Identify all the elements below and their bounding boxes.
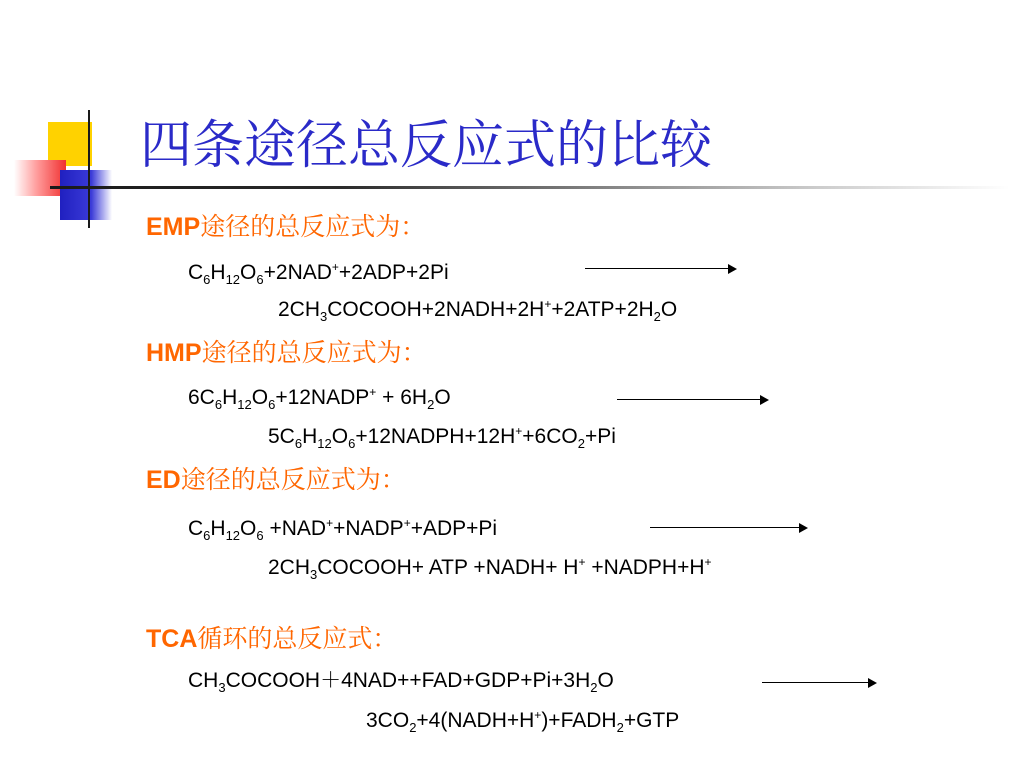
formula-text: + 6H: [376, 386, 428, 409]
subscript: 12: [225, 272, 241, 287]
subscript: 6: [203, 528, 211, 543]
formula-text: +2ATP+2H: [551, 298, 654, 321]
equation-reactants: [188, 386, 451, 411]
formula-text: 2CH: [278, 298, 321, 321]
section-heading-ed: [146, 467, 406, 493]
subscript: 3: [310, 567, 318, 582]
formula-text: O: [331, 425, 349, 448]
formula-text: +NAD: [263, 517, 327, 540]
subscript: 6: [256, 272, 264, 287]
subscript: 6: [268, 397, 276, 412]
formula-text: +2NAD: [263, 261, 332, 284]
formula-text: COCOOH＋4NAD++FAD+GDP+Pi+3H: [225, 669, 591, 692]
formula-text: H: [210, 261, 226, 284]
decor-blue-square: [60, 170, 112, 220]
section-abbr: HMP: [146, 339, 202, 367]
subscript: 2: [577, 436, 585, 451]
formula-text: +2ADP+2Pi: [338, 261, 449, 284]
subscript: 6: [294, 436, 303, 451]
subscript: 3: [218, 680, 226, 695]
formula-text: O: [251, 386, 269, 409]
equation-products: [268, 556, 712, 581]
superscript: +: [331, 260, 339, 274]
equation-products: [278, 298, 677, 323]
subscript: 2: [409, 720, 417, 735]
subscript: 6: [203, 272, 211, 287]
formula-text: +GTP: [623, 709, 680, 732]
formula-text: CH: [188, 669, 219, 692]
section-abbr: ED: [146, 466, 181, 494]
subscript: 6: [348, 436, 356, 451]
section-heading-text: 途径的总反应式为：: [180, 465, 406, 494]
formula-text: +Pi: [584, 425, 616, 448]
formula-text: H: [222, 386, 238, 409]
decor-vertical-line: [88, 110, 90, 228]
formula-text: +ADP+Pi: [410, 517, 498, 540]
formula-text: O: [434, 386, 451, 409]
formula-text: COCOOH+2NADH+2H: [327, 298, 545, 321]
formula-text: H: [210, 517, 226, 540]
superscript: +: [515, 424, 523, 438]
subscript: 2: [616, 720, 624, 735]
reaction-arrow: [585, 263, 737, 275]
section-heading-emp: [146, 214, 425, 240]
formula-text: 6C: [188, 386, 215, 409]
subscript: 2: [653, 309, 661, 324]
equation-products: [366, 709, 679, 734]
formula-text: +6CO: [522, 425, 578, 448]
formula-text: H: [302, 425, 318, 448]
section-abbr: TCA: [146, 625, 198, 653]
subscript: 12: [317, 436, 332, 451]
formula-text: +12NADPH+12H: [355, 425, 516, 448]
formula-text: +4(NADH+H: [416, 709, 535, 732]
formula-text: O: [660, 298, 678, 321]
superscript: +: [369, 385, 377, 399]
subscript: 6: [214, 397, 223, 412]
superscript: +: [704, 555, 712, 569]
formula-text: +NADPH+H: [585, 556, 705, 579]
formula-text: 3CO: [366, 709, 410, 732]
equation-products: [268, 425, 616, 450]
subscript: 12: [225, 528, 241, 543]
section-heading-text: 循环的总反应式：: [197, 624, 398, 653]
section-abbr: EMP: [146, 213, 201, 241]
title-underline: [50, 186, 1010, 189]
superscript: +: [403, 516, 411, 530]
superscript: +: [578, 555, 586, 569]
superscript: +: [326, 516, 334, 530]
reaction-arrow: [650, 522, 808, 534]
equation-reactants: [188, 517, 497, 542]
formula-text: 2CH: [268, 556, 311, 579]
reaction-arrow: [617, 394, 769, 406]
superscript: +: [544, 297, 552, 311]
formula-text: O: [240, 517, 257, 540]
equation-reactants: [188, 670, 614, 694]
section-heading-hmp: [146, 340, 427, 366]
formula-text: )+FADH: [541, 709, 617, 732]
formula-text: O: [597, 669, 614, 692]
formula-text: C: [188, 261, 204, 284]
section-heading-text: 途径的总反应式为：: [200, 212, 426, 241]
superscript: +: [534, 708, 542, 722]
subscript: 6: [256, 528, 264, 543]
formula-text: +12NADP: [275, 386, 370, 409]
subscript: 2: [427, 397, 435, 412]
formula-text: C: [188, 517, 204, 540]
reaction-arrow: [762, 677, 877, 689]
section-heading-text: 途径的总反应式为：: [201, 338, 427, 367]
decor-red-square: [14, 160, 66, 196]
formula-text: O: [240, 261, 257, 284]
formula-text: +NADP: [333, 517, 404, 540]
formula-text: COCOOH+ ATP +NADH+ H: [317, 556, 579, 579]
subscript: 12: [237, 397, 252, 412]
formula-text: 5C: [268, 425, 295, 448]
equation-reactants: [188, 261, 449, 286]
slide-title: 四条途径总反应式的比较: [140, 116, 713, 176]
subscript: 2: [590, 680, 598, 695]
subscript: 3: [320, 309, 328, 324]
section-heading-tca: [146, 626, 397, 652]
